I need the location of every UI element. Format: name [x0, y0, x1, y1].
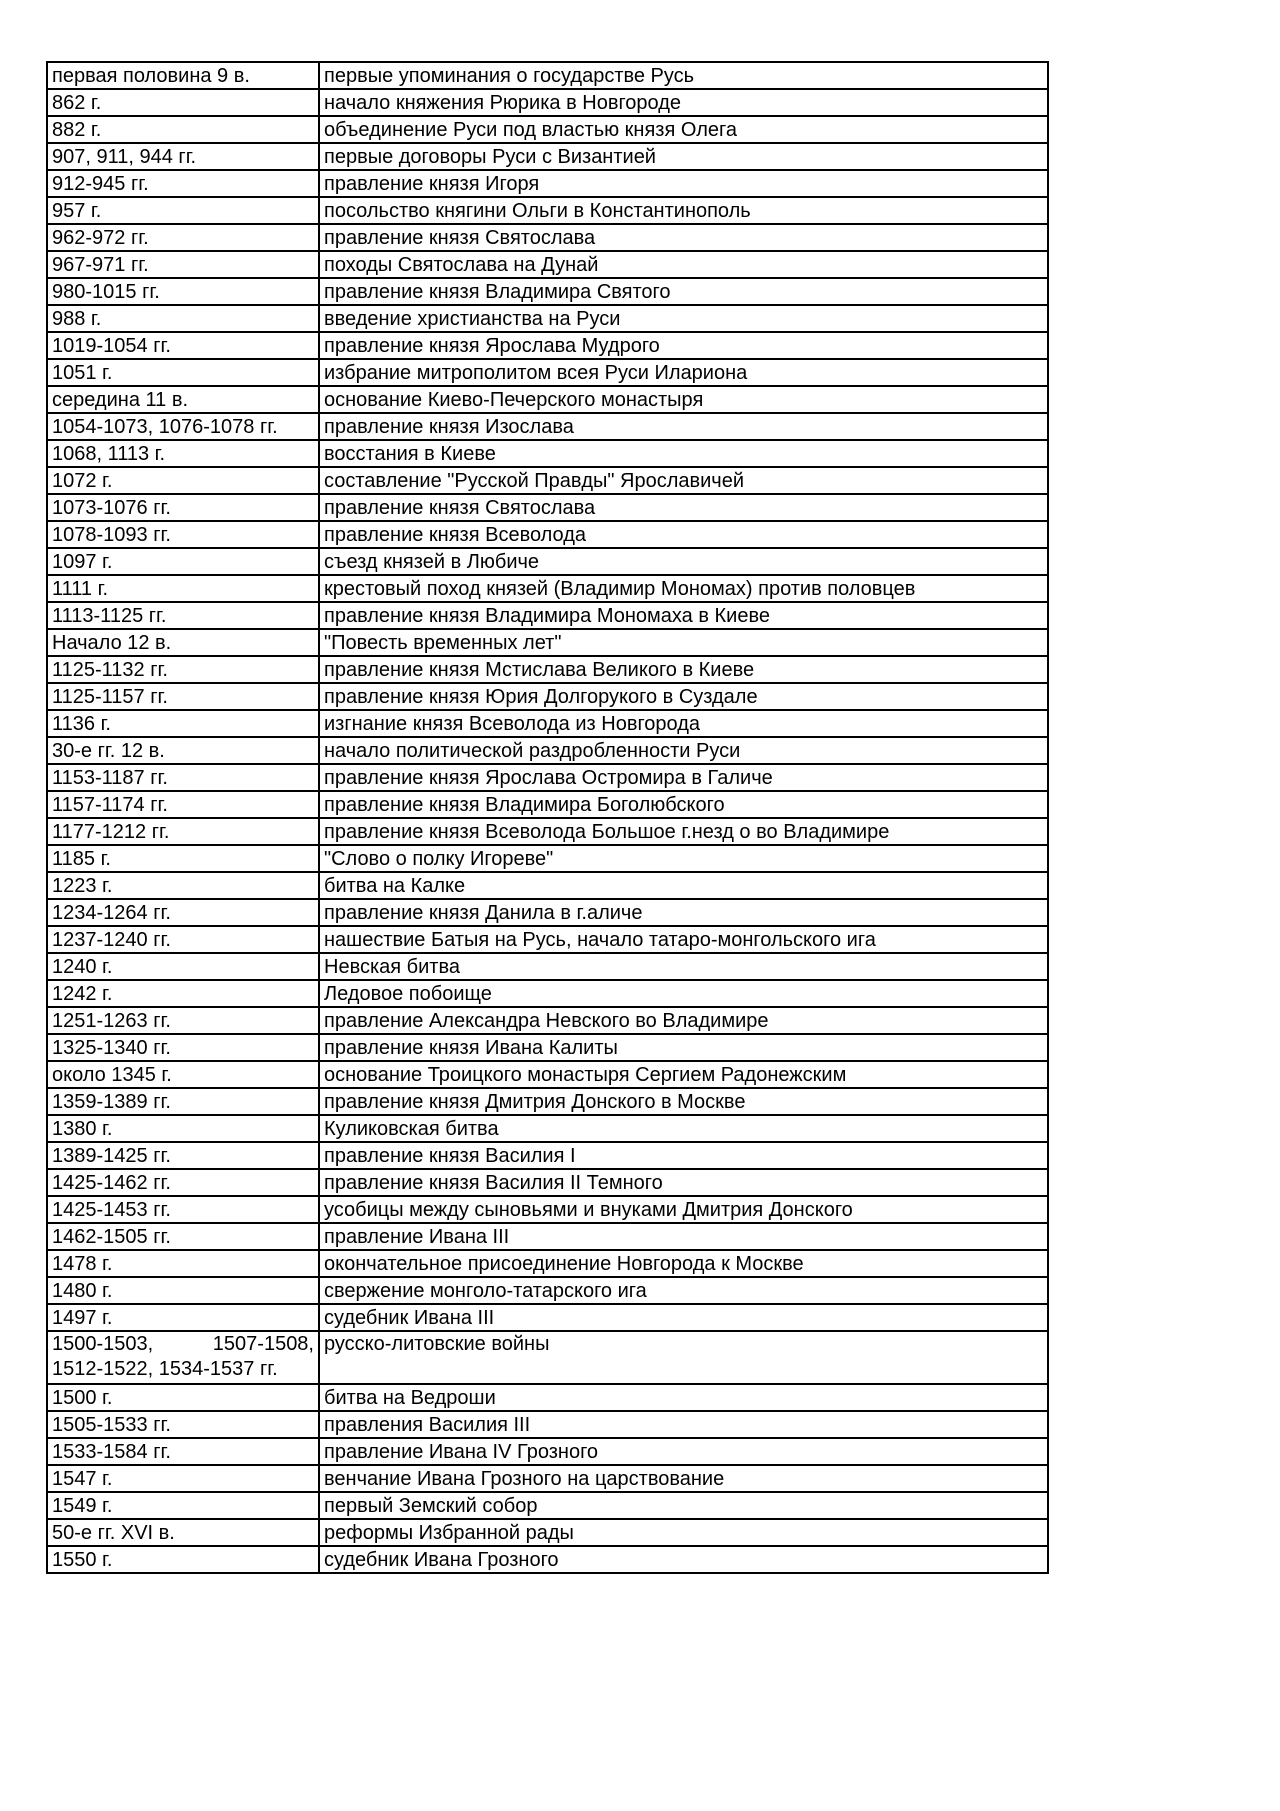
event-cell: Ледовое побоище	[319, 980, 1048, 1007]
table-row	[47, 1250, 1048, 1277]
event-cell: правление Александра Невского во Владимире	[319, 1007, 1048, 1034]
table-row	[47, 1492, 1048, 1519]
table-row	[47, 602, 1048, 629]
event-cell: правление князя Данила в г.аличе	[319, 899, 1048, 926]
table-row	[47, 1061, 1048, 1088]
table-row	[47, 332, 1048, 359]
table-row	[47, 1304, 1048, 1331]
event-cell: первый Земский собор	[319, 1492, 1048, 1519]
event-cell: правление князя Игоря	[319, 170, 1048, 197]
date-cell: 1073-1076 гг.	[47, 494, 319, 521]
event-cell: первые договоры Руси с Византией	[319, 143, 1048, 170]
table-row	[47, 494, 1048, 521]
table-row	[47, 116, 1048, 143]
date-cell: 1425-1453 гг.	[47, 1196, 319, 1223]
table-row	[47, 89, 1048, 116]
event-cell: правление князя Всеволода Большое г.незд о во Владимире	[319, 818, 1048, 845]
table-row	[47, 710, 1048, 737]
table-row	[47, 656, 1048, 683]
date-cell: 1550 г.	[47, 1546, 319, 1573]
table-row	[47, 818, 1048, 845]
table-row	[47, 1034, 1048, 1061]
event-cell: правление князя Владимира Боголюбского	[319, 791, 1048, 818]
event-cell: правления Василия III	[319, 1411, 1048, 1438]
date-cell: 1240 г.	[47, 953, 319, 980]
event-cell: изгнание князя Всеволода из Новгорода	[319, 710, 1048, 737]
date-cell: 1478 г.	[47, 1250, 319, 1277]
event-cell: правление князя Владимира Святого	[319, 278, 1048, 305]
event-cell: правление князя Мстислава Великого в Киеве	[319, 656, 1048, 683]
date-cell: 1019-1054 гг.	[47, 332, 319, 359]
date-cell: 1223 г.	[47, 872, 319, 899]
table-row	[47, 224, 1048, 251]
event-cell: правление князя Василия I	[319, 1142, 1048, 1169]
table-row	[47, 1331, 1048, 1384]
date-cell: 882 г.	[47, 116, 319, 143]
event-cell: крестовый поход князей (Владимир Мономах) против половцев	[319, 575, 1048, 602]
event-cell: битва на Ведроши	[319, 1384, 1048, 1411]
date-cell: 1533-1584 гг.	[47, 1438, 319, 1465]
date-cell: 988 г.	[47, 305, 319, 332]
table-row	[47, 764, 1048, 791]
date-cell: Начало 12 в.	[47, 629, 319, 656]
date-cell: 1500 г.	[47, 1384, 319, 1411]
table-row	[47, 1007, 1048, 1034]
date-cell: 1111 г.	[47, 575, 319, 602]
event-cell: правление князя Василия II Темного	[319, 1169, 1048, 1196]
date-cell: 1549 г.	[47, 1492, 319, 1519]
event-cell: начало политической раздробленности Руси	[319, 737, 1048, 764]
event-cell: первые упоминания о государстве Русь	[319, 62, 1048, 89]
date-cell: около 1345 г.	[47, 1061, 319, 1088]
table-row	[47, 1196, 1048, 1223]
date-cell: 1157-1174 гг.	[47, 791, 319, 818]
table-row	[47, 980, 1048, 1007]
date-cell: 1054-1073, 1076-1078 гг.	[47, 413, 319, 440]
table-row	[47, 737, 1048, 764]
event-cell: венчание Ивана Грозного на царствование	[319, 1465, 1048, 1492]
event-cell: основание Киево-Печерского монастыря	[319, 386, 1048, 413]
table-row	[47, 386, 1048, 413]
date-cell: 962-972 гг.	[47, 224, 319, 251]
table-row	[47, 629, 1048, 656]
event-cell: составление "Русской Правды" Ярославичей	[319, 467, 1048, 494]
table-row	[47, 359, 1048, 386]
table-row	[47, 1411, 1048, 1438]
event-cell: нашествие Батыя на Русь, начало татаро-монгольского ига	[319, 926, 1048, 953]
date-cell: 1359-1389 гг.	[47, 1088, 319, 1115]
event-cell: свержение монголо-татарского ига	[319, 1277, 1048, 1304]
date-cell: 1113-1125 гг.	[47, 602, 319, 629]
date-cell: середина 11 в.	[47, 386, 319, 413]
date-cell: 1389-1425 гг.	[47, 1142, 319, 1169]
date-cell: 1237-1240 гг.	[47, 926, 319, 953]
date-cell: 50-е гг. XVI в.	[47, 1519, 319, 1546]
date-cell: первая половина 9 в.	[47, 62, 319, 89]
event-cell: правление князя Ярослава Мудрого	[319, 332, 1048, 359]
table-row	[47, 1142, 1048, 1169]
table-row	[47, 1169, 1048, 1196]
event-cell: объединение Руси под властью князя Олега	[319, 116, 1048, 143]
event-cell: правление князя Юрия Долгорукого в Суздале	[319, 683, 1048, 710]
date-cell: 980-1015 гг.	[47, 278, 319, 305]
table-row	[47, 1277, 1048, 1304]
event-cell: судебник Ивана Грозного	[319, 1546, 1048, 1573]
event-cell: введение христианства на Руси	[319, 305, 1048, 332]
table-row	[47, 413, 1048, 440]
date-cell: 1078-1093 гг.	[47, 521, 319, 548]
date-cell: 1325-1340 гг.	[47, 1034, 319, 1061]
table-row	[47, 467, 1048, 494]
table-row	[47, 926, 1048, 953]
date-cell: 967-971 гг.	[47, 251, 319, 278]
table-row	[47, 791, 1048, 818]
event-cell: Невская битва	[319, 953, 1048, 980]
table-row	[47, 1519, 1048, 1546]
date-cell: 30-е гг. 12 в.	[47, 737, 319, 764]
date-cell: 862 г.	[47, 89, 319, 116]
date-cell: 1380 г.	[47, 1115, 319, 1142]
date-cell: 1125-1157 гг.	[47, 683, 319, 710]
event-cell: правление князя Изослава	[319, 413, 1048, 440]
event-cell: "Повесть временных лет"	[319, 629, 1048, 656]
date-cell: 1547 г.	[47, 1465, 319, 1492]
table-row	[47, 1546, 1048, 1573]
table-row	[47, 278, 1048, 305]
event-cell: правление князя Владимира Мономаха в Киеве	[319, 602, 1048, 629]
date-cell: 1242 г.	[47, 980, 319, 1007]
date-cell: 1480 г.	[47, 1277, 319, 1304]
table-row	[47, 305, 1048, 332]
table-row	[47, 953, 1048, 980]
event-cell: основание Троицкого монастыря Сергием Радонежским	[319, 1061, 1048, 1088]
table-row	[47, 62, 1048, 89]
table-row	[47, 170, 1048, 197]
event-cell: "Слово о полку Игореве"	[319, 845, 1048, 872]
table-row	[47, 1088, 1048, 1115]
table-row	[47, 899, 1048, 926]
table-row	[47, 548, 1048, 575]
date-cell: 907, 911, 944 гг.	[47, 143, 319, 170]
table-row	[47, 251, 1048, 278]
event-cell: правление князя Ярослава Остромира в Галиче	[319, 764, 1048, 791]
event-cell: походы Святослава на Дунай	[319, 251, 1048, 278]
date-cell: 1072 г.	[47, 467, 319, 494]
event-cell: Куликовская битва	[319, 1115, 1048, 1142]
date-cell: 1462-1505 гг.	[47, 1223, 319, 1250]
date-cell: 1497 г.	[47, 1304, 319, 1331]
table-row	[47, 1465, 1048, 1492]
table-row	[47, 683, 1048, 710]
event-cell: усобицы между сыновьями и внуками Дмитрия Донского	[319, 1196, 1048, 1223]
event-cell: начало княжения Рюрика в Новгороде	[319, 89, 1048, 116]
table-row	[47, 575, 1048, 602]
event-cell: битва на Калке	[319, 872, 1048, 899]
event-cell: восстания в Киеве	[319, 440, 1048, 467]
event-cell: судебник Ивана III	[319, 1304, 1048, 1331]
date-cell: 1425-1462 гг.	[47, 1169, 319, 1196]
table-row	[47, 1438, 1048, 1465]
event-cell: правление князя Всеволода	[319, 521, 1048, 548]
event-cell: правление князя Ивана Калиты	[319, 1034, 1048, 1061]
date-cell: 1068, 1113 г.	[47, 440, 319, 467]
table-row	[47, 521, 1048, 548]
chronology-table	[46, 61, 1049, 1574]
table-row	[47, 1223, 1048, 1250]
date-cell: 957 г.	[47, 197, 319, 224]
event-cell: избрание митрополитом всея Руси Илариона	[319, 359, 1048, 386]
table-row	[47, 872, 1048, 899]
date-cell: 1177-1212 гг.	[47, 818, 319, 845]
table-row	[47, 197, 1048, 224]
date-cell: 1125-1132 гг.	[47, 656, 319, 683]
table-row	[47, 1115, 1048, 1142]
table-row	[47, 845, 1048, 872]
event-cell: правление Ивана III	[319, 1223, 1048, 1250]
event-cell: правление князя Святослава	[319, 494, 1048, 521]
event-cell: правление князя Дмитрия Донского в Москве	[319, 1088, 1048, 1115]
chronology-table-body	[47, 62, 1048, 1573]
date-cell: 1185 г.	[47, 845, 319, 872]
date-cell: 1136 г.	[47, 710, 319, 737]
date-cell: 1505-1533 гг.	[47, 1411, 319, 1438]
date-cell: 1234-1264 гг.	[47, 899, 319, 926]
event-cell: русско-литовские войны	[319, 1331, 1048, 1384]
table-row	[47, 143, 1048, 170]
event-cell: правление князя Святослава	[319, 224, 1048, 251]
event-cell: реформы Избранной рады	[319, 1519, 1048, 1546]
date-cell: 1251-1263 гг.	[47, 1007, 319, 1034]
table-row	[47, 1384, 1048, 1411]
date-cell: 1153-1187 гг.	[47, 764, 319, 791]
event-cell: окончательное присоединение Новгорода к Москве	[319, 1250, 1048, 1277]
date-cell: 1097 г.	[47, 548, 319, 575]
date-cell: 912-945 гг.	[47, 170, 319, 197]
event-cell: правление Ивана IV Грозного	[319, 1438, 1048, 1465]
event-cell: посольство княгини Ольги в Константинополь	[319, 197, 1048, 224]
event-cell: съезд князей в Любиче	[319, 548, 1048, 575]
date-cell: 1051 г.	[47, 359, 319, 386]
table-row	[47, 440, 1048, 467]
date-cell: 1500-1503, 1507-1508, 1512-1522, 1534-1537 гг.	[47, 1331, 319, 1384]
